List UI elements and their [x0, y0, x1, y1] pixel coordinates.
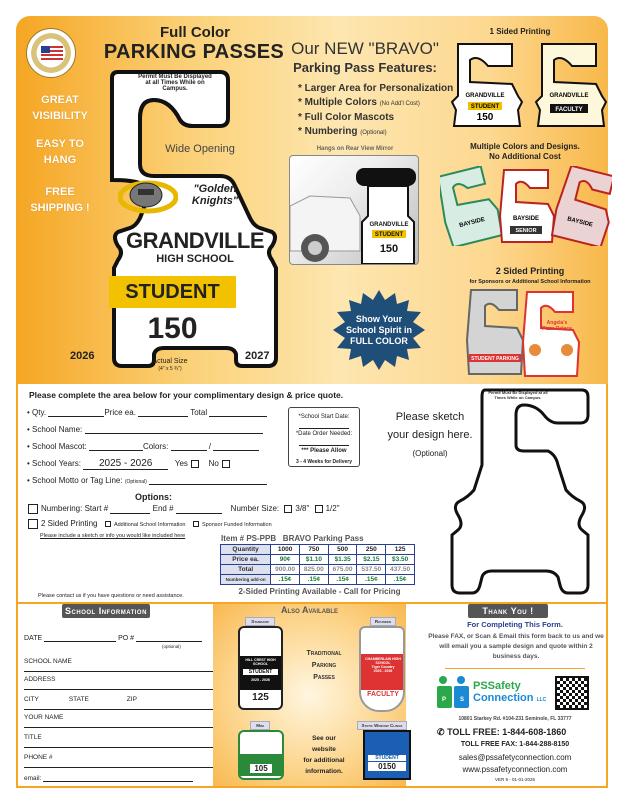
benefit-free-shipping: FREE SHIPPING !	[30, 186, 90, 214]
fax: TOLL FREE FAX: 1-844-288-8150	[460, 741, 570, 748]
pass-lot-sample	[440, 166, 504, 246]
pass-senior-sample	[500, 170, 554, 242]
numbering-checkbox[interactable]	[28, 504, 38, 514]
phone-icon: ✆	[437, 727, 445, 737]
options-title: Options:	[135, 492, 172, 502]
starburst-line1: Show Your	[355, 314, 403, 324]
po-note: (optional)	[162, 644, 181, 649]
numbering-cell: .15¢	[299, 575, 328, 585]
svg-text:STUDENT: STUDENT	[470, 104, 500, 110]
year-right: 2027	[245, 350, 270, 362]
feature-item: * Numbering (Optional)	[298, 126, 387, 137]
two-sided-checkbox[interactable]	[28, 519, 38, 529]
svg-text:GRANDVILLE: GRANDVILLE	[465, 93, 505, 99]
numbering-row: Numbering: Start # End # Number Size: 3/8" 1/2"	[25, 504, 340, 514]
svg-text:GRANDVILLE: GRANDVILLE	[369, 222, 409, 228]
date-po-row: DATE PO #	[24, 633, 202, 642]
table-row	[221, 575, 415, 585]
svg-text:FACULTY: FACULTY	[555, 107, 583, 113]
start-date-input[interactable]	[299, 423, 349, 429]
two-sided-row: 2 Sided Printing Additional School Information Sponsor Funded Information	[25, 519, 272, 529]
table-row	[221, 565, 415, 575]
mascot-input[interactable]	[89, 442, 143, 451]
cling-number: 0150	[368, 762, 406, 771]
contact-note: Please contact us if you have questions or need assistance.	[38, 593, 184, 599]
website-link[interactable]: www.pssafetyconnection.com	[462, 765, 568, 774]
svg-text:BAYSIDE: BAYSIDE	[458, 216, 486, 230]
price-cell: $2.15	[357, 555, 386, 565]
email-link[interactable]: sales@pssafetyconnection.com	[458, 753, 572, 762]
one-sided-passes	[450, 40, 610, 130]
two-sided-passes	[465, 286, 595, 378]
color1-input[interactable]	[171, 442, 207, 451]
svg-text:150: 150	[379, 243, 399, 255]
pricing-title: Item # PS-PPB BRAVO Parking Pass	[221, 534, 364, 543]
school-sub: HIGH SCHOOL	[156, 253, 234, 265]
years-input[interactable]: 2025 - 2026	[83, 458, 168, 470]
qty-cell: 1000	[271, 545, 300, 555]
mascot-row: • School Mascot: Colors: /	[27, 442, 259, 451]
qty-cell: 750	[299, 545, 328, 555]
pass-faculty-sample	[536, 44, 606, 126]
made-in-usa-seal	[26, 28, 76, 78]
sketch-permit-text: Permit Must Be Displayed at all Times While on Campus.	[488, 390, 548, 400]
pass-sponsor-sample	[523, 292, 579, 376]
bravo-subtitle: Parking Pass Features:	[293, 60, 437, 75]
svg-text:BAYSIDE: BAYSIDE	[566, 216, 594, 229]
pass-front-sample	[467, 290, 523, 374]
multi-color-passes	[440, 166, 612, 246]
feature-list	[298, 82, 453, 140]
row-label: Quantity	[221, 545, 271, 555]
rounded-pass	[359, 626, 405, 712]
date-needed-label: *Date Order Needed:	[295, 431, 353, 437]
po-input[interactable]	[136, 633, 202, 642]
mirror-photo	[289, 155, 419, 265]
price-cell: $1.10	[299, 555, 328, 565]
qty-cell: 250	[357, 545, 386, 555]
numbering-cell: .15¢	[357, 575, 386, 585]
school-name-input[interactable]	[85, 425, 263, 434]
website-note: See our website for additional information.	[303, 735, 345, 775]
svg-text:Angela's: Angela's	[546, 320, 568, 326]
svg-text:STUDENT: STUDENT	[374, 232, 404, 238]
starburst-line3: FULL COLOR	[350, 336, 408, 346]
standard-pass-body: HILL CREST HIGH SCHOOL STUDENT 2025 - 2026	[240, 656, 281, 690]
qty-cell: 125	[386, 545, 415, 555]
school-name: GRANDVILLE	[126, 228, 264, 253]
two-sided-sub: for Sponsors or Additional School Information	[469, 279, 591, 285]
school-name-row: • School Name:	[27, 425, 263, 434]
svg-text:Pizza Palace: Pizza Palace	[542, 326, 572, 332]
wide-opening-label: Wide Opening	[165, 143, 235, 155]
svg-text:BAYSIDE: BAYSIDE	[512, 216, 540, 222]
numbering-cell: .15¢	[328, 575, 357, 585]
qty-row: • Qty. Price ea. Total	[27, 408, 267, 417]
delivery-note: *** Please Allow	[301, 448, 347, 454]
sketch-info-note: Please include a sketch or info you would like included here	[40, 533, 186, 539]
email-row: email:	[24, 773, 193, 782]
date-box	[288, 407, 360, 467]
svg-text:150: 150	[476, 112, 494, 123]
price-cell: $3.50	[386, 555, 415, 565]
divider	[445, 668, 585, 669]
school-name-field[interactable]: SCHOOL NAME	[24, 654, 214, 672]
pass-number: 150	[147, 312, 198, 345]
no-checkbox[interactable]	[222, 460, 230, 468]
role-badge: STUDENT	[109, 276, 236, 308]
row-label: Price ea.	[221, 555, 271, 565]
sketch-title: Please sketch your design here. (Optional)	[387, 411, 473, 458]
school-spirit-starburst	[333, 290, 425, 370]
numbering-cell: .15¢	[386, 575, 415, 585]
svg-text:P: P	[441, 697, 447, 703]
starburst-line2: School Spirit in	[345, 325, 412, 335]
qr-code[interactable]	[555, 676, 589, 710]
mini-pass	[238, 730, 284, 780]
phone-field[interactable]: PHONE #	[24, 750, 214, 768]
feature-item: * Multiple Colors (No Add'l Cost)	[298, 97, 420, 108]
toll-free[interactable]: TOLL FREE: 1-844-608-1860	[447, 727, 567, 737]
permit-text: Permit Must Be Displayed at all Times While on Campus.	[138, 74, 212, 92]
sketch-area[interactable]	[440, 385, 610, 600]
years-row: • School Years: 2025 - 2026 Yes No	[27, 458, 233, 470]
mirror-caption: Hangs on Rear View Mirror	[316, 146, 394, 152]
motto-row: • School Motto or Tag Line: (Optional)	[27, 476, 267, 485]
table-row	[221, 545, 415, 555]
benefit-easy-hang: EASY TO HANG	[36, 138, 84, 166]
numbering-cell: .15¢	[271, 575, 300, 585]
benefit-visibility: GREAT VISIBILITY	[32, 94, 88, 122]
city-field[interactable]: CITY STATE ZIP	[24, 692, 214, 710]
ps-logo-icon	[436, 675, 470, 711]
pricing-table	[220, 544, 415, 585]
company-line1: PSSafety	[473, 680, 521, 692]
cling-tag: Static Window Clings	[357, 721, 407, 730]
your-name-field[interactable]: YOUR NAME	[24, 710, 214, 728]
total-cell: 537.50	[357, 565, 386, 575]
title-field[interactable]: TITLE	[24, 730, 214, 748]
yes-checkbox[interactable]	[191, 460, 199, 468]
mascot-name: "Golden Knights"	[191, 183, 239, 207]
total-input[interactable]	[209, 408, 267, 417]
standard-pass	[238, 626, 283, 710]
color2-input[interactable]	[213, 442, 259, 451]
two-sided-label: 2 Sided Printing	[495, 266, 565, 276]
date-input[interactable]	[44, 633, 116, 642]
qty-input[interactable]	[48, 408, 104, 417]
qty-cell: 500	[328, 545, 357, 555]
also-available-title: Also Available	[280, 605, 339, 615]
row-label: Total	[221, 565, 271, 575]
thank-you-subtitle: For Completing This Form.	[467, 620, 563, 629]
svg-text:STUDENT PARKING: STUDENT PARKING	[471, 356, 519, 362]
price-cell: $1.35	[328, 555, 357, 565]
mini-pass-number: 105	[250, 764, 272, 773]
total-cell: 675.00	[328, 565, 357, 575]
company-line2: Connection LLC	[473, 692, 547, 704]
table-row	[221, 555, 415, 565]
delivery-note-2: 3 - 4 Weeks for Delivery	[295, 459, 353, 465]
price-cell: 90¢	[271, 555, 300, 565]
year-left: 2026	[70, 350, 95, 362]
actual-size-label: Actual Size	[152, 358, 188, 365]
cling-role: STUDENT	[368, 755, 406, 761]
mini-tag: Mini	[250, 721, 270, 730]
svg-text:SENIOR: SENIOR	[515, 228, 537, 234]
suv-image	[290, 156, 419, 265]
thank-you-message: Please FAX, or Scan & Email this form back to us and we will email you a sample design and quote within 2 business days.	[428, 633, 604, 660]
svg-text:S: S	[459, 697, 465, 703]
bravo-title: Our NEW "BRAVO"	[291, 39, 439, 58]
school-info-title: School Information	[62, 604, 150, 618]
end-number-input[interactable]	[176, 505, 222, 514]
rounded-pass-body: CHAMBERLAIN HIGH SCHOOL Tiger Country 2025 - 2026	[361, 654, 405, 690]
toll-free-row	[437, 727, 566, 738]
date-needed-input[interactable]	[299, 440, 349, 446]
multi-colors-label: Multiple Colors and Designs. No Additional Cost	[470, 142, 580, 161]
row-label: Numbering add-on	[221, 575, 271, 585]
feature-item: * Full Color Mascots	[298, 112, 395, 123]
motto-input[interactable]	[149, 476, 267, 485]
svg-text:GRANDVILLE: GRANDVILLE	[549, 93, 589, 99]
addl-info-checkbox[interactable]	[105, 521, 111, 527]
total-cell: 900.00	[271, 565, 300, 575]
us-flag-icon	[41, 46, 63, 60]
standard-pass-number: 125	[252, 692, 269, 703]
title-line2: PARKING PASSES	[103, 41, 285, 63]
rounded-tag: Rounded	[370, 617, 396, 626]
pass-student-sample	[452, 44, 522, 126]
total-cell: 437.50	[386, 565, 415, 575]
pricing-footer: 2-Sided Printing Available - Call for Pricing	[238, 587, 401, 596]
sponsor-checkbox[interactable]	[193, 521, 199, 527]
pass-back-lot-sample	[550, 166, 612, 246]
start-number-input[interactable]	[110, 505, 150, 514]
window-cling	[363, 730, 411, 780]
knight-mascot-icon	[118, 175, 178, 215]
standard-tag: Standard	[245, 617, 275, 626]
feature-item: * Larger Area for Personalization	[298, 83, 454, 94]
title-line1: Full Color	[160, 24, 230, 41]
traditional-label: Traditional Parking Passes	[306, 650, 342, 681]
rounded-pass-role: FACULTY	[367, 691, 399, 698]
price-input[interactable]	[138, 408, 188, 417]
one-sided-label: 1 Sided Printing	[489, 27, 551, 36]
size-1-2-checkbox[interactable]	[315, 505, 323, 513]
start-date-label: *School Start Date:	[298, 414, 350, 420]
total-cell: 825.00	[299, 565, 328, 575]
size-3-8-checkbox[interactable]	[284, 505, 292, 513]
form-intro: Please complete the area below for your complimentary design & price quote.	[29, 390, 344, 400]
version: VER 9 - 01-01-2026	[494, 777, 536, 782]
address: 10801 Starkey Rd. #104-231 Seminole, FL 33777	[458, 716, 572, 722]
thank-you-title: Thank You !	[468, 604, 548, 618]
actual-size-dims: (4" x 5 ¾")	[158, 366, 182, 372]
address-field[interactable]: ADDRESS	[24, 672, 214, 690]
email-input[interactable]	[43, 773, 193, 782]
